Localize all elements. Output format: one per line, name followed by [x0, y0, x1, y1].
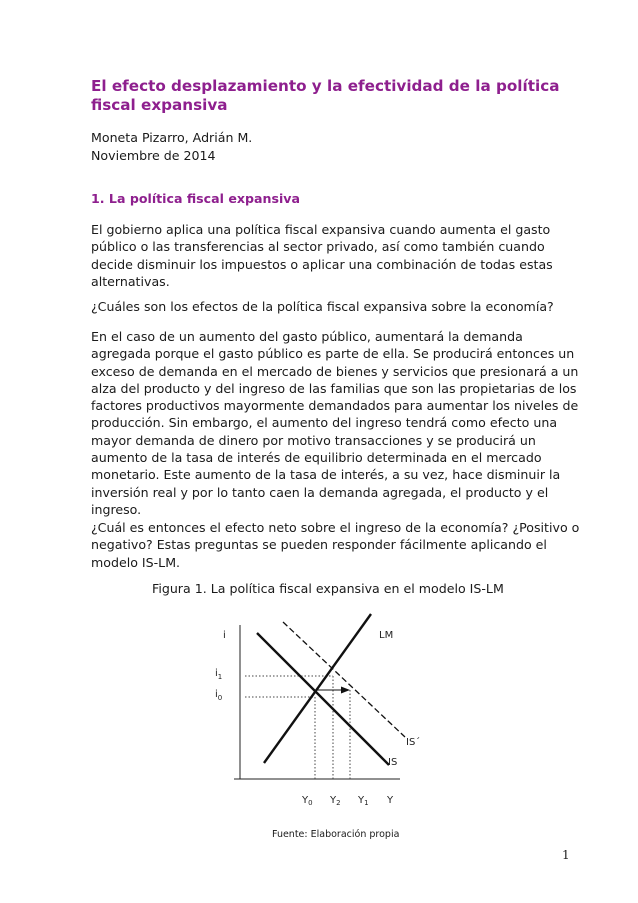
y2-label: $Y_2$	[330, 795, 341, 807]
section-heading: 1. La política fiscal expansiva	[91, 191, 300, 206]
y0-label: $Y_0$	[302, 795, 313, 807]
i1-label: $i_1$	[215, 668, 223, 681]
document-title: El efecto desplazamiento y la efectividad de la política fiscal expansiva	[91, 77, 560, 114]
lm-curve	[264, 614, 371, 763]
paragraph-question: ¿Cuáles son los efectos de la política fiscal expansiva sobre la economía?	[91, 299, 554, 314]
lm-label: LM	[379, 630, 394, 641]
paragraph-explanation: En el caso de un aumento del gasto público, aumentará la demanda agregada porque el gasto público es parte de ella. Se producirá entonces un exceso de demanda en el mercado de bienes y servicios que presionará a un alza del producto y del ingreso de las familias que son las propietarias de los factores productivos mayormente demandados para aumentar los niveles de producción. Sin embargo, el aumento del ingreso tendrá como efecto una mayor demanda de dinero por motivo transacciones y se producirá un aumento de la tasa de interés de equilibrio determinada en el mercado monetario. Este aumento de la tasa de interés, a su vez, hace disminuir la inversión real y por lo tanto caen la demanda agregada, el producto y el ingreso.	[91, 329, 579, 517]
is-prime-label: IS´	[406, 737, 421, 748]
shift-arrowhead	[341, 687, 350, 694]
i0-label: $i_0$	[215, 689, 223, 702]
guide-lines	[245, 676, 350, 779]
y-axis-label: i	[223, 630, 226, 641]
page-number: 1	[562, 848, 570, 862]
author: Moneta Pizarro, Adrián M.	[91, 130, 253, 145]
publication-date: Noviembre de 2014	[91, 148, 216, 163]
y1-label: $Y_1$	[358, 795, 369, 807]
paragraph-net-effect: ¿Cuál es entonces el efecto neto sobre el ingreso de la economía? ¿Positivo o negativo? Estas preguntas se pueden responder fácilmente aplicando el modelo IS-LM.	[91, 520, 580, 570]
figure-caption: Figura 1. La política fiscal expansiva en el modelo IS-LM	[152, 581, 504, 596]
is-label: IS	[388, 757, 398, 768]
paragraph-definition: El gobierno aplica una política fiscal expansiva cuando aumenta el gasto público o las transferencias al sector privado, así como también cuando decide disminuir los impuestos o aplicar una combinación de todas estas alternativas.	[91, 222, 553, 289]
figure-source: Fuente: Elaboración propia	[272, 829, 400, 840]
x-axis-label: Y	[387, 795, 394, 806]
